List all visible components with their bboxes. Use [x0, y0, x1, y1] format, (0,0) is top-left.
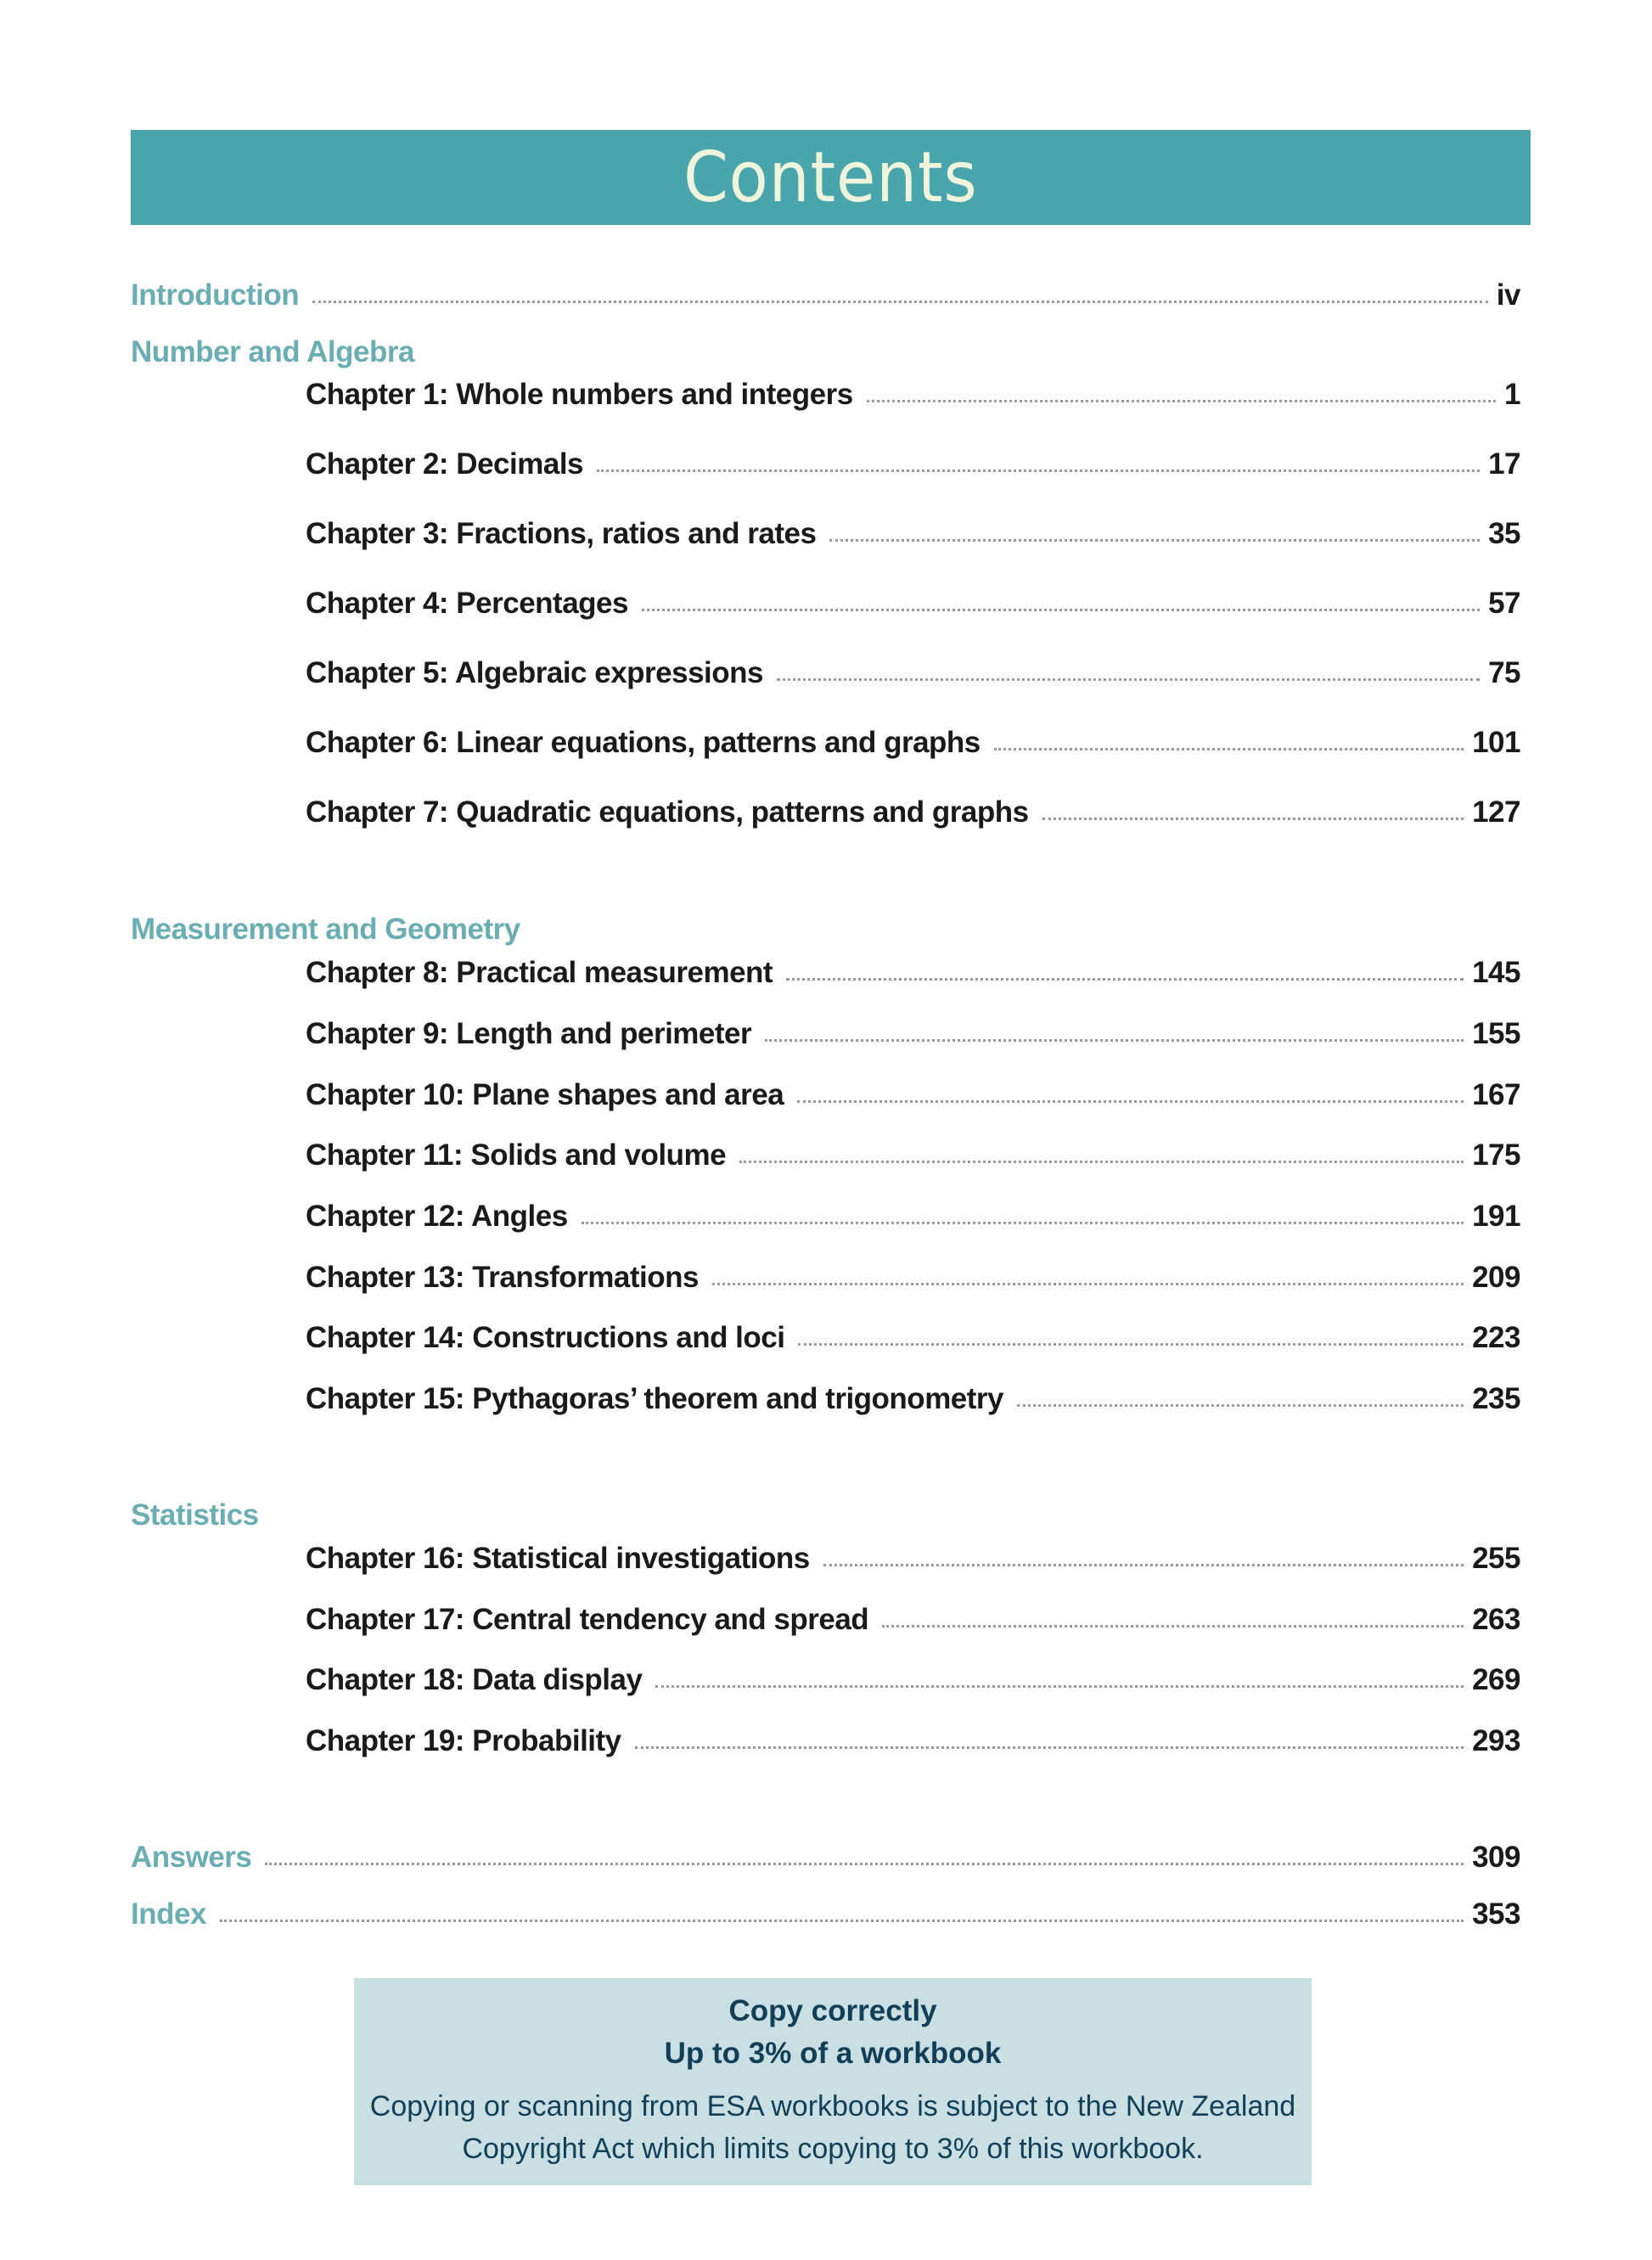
dot-leader	[597, 469, 1480, 472]
dot-leader	[994, 748, 1464, 751]
chapter-label: Chapter 13: Transformations	[306, 1261, 699, 1294]
toc-page-number: 309	[1472, 1841, 1520, 1874]
section-heading-measurement-geometry: Measurement and Geometry	[131, 913, 520, 946]
toc-entry-label: Index	[131, 1897, 206, 1931]
chapter-label: Chapter 8: Practical measurement	[306, 956, 773, 989]
chapter-label: Chapter 4: Percentages	[306, 587, 628, 620]
toc-chapter-9[interactable]	[306, 1017, 1520, 1051]
dot-leader	[823, 1564, 1464, 1566]
toc-chapter-13[interactable]	[306, 1261, 1520, 1295]
toc-chapter-2[interactable]	[306, 447, 1520, 481]
dot-leader	[777, 678, 1480, 681]
toc-chapter-10[interactable]	[306, 1078, 1520, 1112]
copy-notice-subheading: Up to 3% of a workbook	[664, 2037, 1002, 2070]
chapter-label: Chapter 19: Probability	[306, 1724, 621, 1757]
toc-chapter-5[interactable]	[306, 656, 1520, 690]
chapter-page: 35	[1488, 517, 1520, 550]
dot-leader	[312, 301, 1488, 303]
toc-chapter-15[interactable]	[306, 1382, 1520, 1416]
chapter-label: Chapter 1: Whole numbers and integers	[306, 378, 853, 411]
toc-chapter-3[interactable]	[306, 517, 1520, 551]
chapter-page: 1	[1504, 378, 1520, 411]
chapter-label: Chapter 10: Plane shapes and area	[306, 1078, 784, 1111]
dot-leader	[829, 539, 1480, 542]
chapter-label: Chapter 6: Linear equations, patterns and graphs	[306, 726, 981, 759]
chapter-label: Chapter 17: Central tendency and spread	[306, 1603, 869, 1636]
page-title: Contents	[683, 137, 978, 218]
chapter-page: 293	[1472, 1724, 1520, 1757]
chapter-page: 255	[1472, 1542, 1520, 1575]
chapter-page: 263	[1472, 1603, 1520, 1636]
toc-chapter-6[interactable]	[306, 726, 1520, 760]
dot-leader	[882, 1625, 1464, 1628]
chapter-page: 17	[1488, 447, 1520, 481]
toc-page-number: iv	[1496, 278, 1520, 312]
chapter-page: 175	[1472, 1138, 1520, 1172]
chapter-label: Chapter 18: Data display	[306, 1663, 643, 1696]
chapter-page: 191	[1472, 1200, 1520, 1233]
dot-leader	[655, 1685, 1464, 1688]
chapter-page: 101	[1472, 726, 1520, 759]
dot-leader	[635, 1746, 1464, 1749]
dot-leader	[582, 1222, 1464, 1224]
toc-chapter-8[interactable]	[306, 956, 1520, 990]
copyright-notice-box	[354, 1978, 1312, 2185]
dot-leader	[642, 609, 1480, 611]
chapter-label: Chapter 15: Pythagoras’ theorem and trigonometry	[306, 1382, 1004, 1415]
toc-chapter-1[interactable]	[306, 378, 1520, 412]
toc-page-number: 353	[1472, 1897, 1520, 1931]
dot-leader	[265, 1863, 1464, 1865]
toc-chapter-12[interactable]	[306, 1200, 1520, 1234]
dot-leader	[739, 1161, 1464, 1163]
dot-leader	[798, 1343, 1464, 1346]
chapter-page: 223	[1472, 1321, 1520, 1354]
dot-leader	[786, 978, 1464, 981]
chapter-page: 269	[1472, 1663, 1520, 1696]
contents-banner	[131, 130, 1531, 225]
chapter-label: Chapter 14: Constructions and loci	[306, 1321, 785, 1354]
chapter-label: Chapter 16: Statistical investigations	[306, 1542, 810, 1575]
toc-chapter-17[interactable]	[306, 1603, 1520, 1637]
chapter-page: 145	[1472, 956, 1520, 989]
chapter-label: Chapter 7: Quadratic equations, patterns and graphs	[306, 795, 1029, 829]
copy-notice-text-line2: Copyright Act which limits copying to 3% of this workbook.	[462, 2133, 1204, 2165]
dot-leader	[1017, 1404, 1464, 1407]
toc-chapter-7[interactable]	[306, 795, 1520, 829]
toc-chapter-4[interactable]	[306, 587, 1520, 621]
toc-entry-label: Introduction	[131, 278, 300, 312]
chapter-label: Chapter 9: Length and perimeter	[306, 1017, 752, 1050]
chapter-label: Chapter 12: Angles	[306, 1200, 568, 1233]
copy-notice-heading: Copy correctly	[728, 1994, 937, 2027]
section-heading-number-algebra: Number and Algebra	[131, 335, 414, 368]
chapter-page: 155	[1472, 1017, 1520, 1050]
dot-leader	[712, 1283, 1464, 1285]
dot-leader	[220, 1920, 1464, 1922]
toc-entry-index[interactable]	[131, 1897, 1520, 1931]
chapter-page: 57	[1488, 587, 1520, 620]
dot-leader	[1042, 818, 1464, 820]
toc-entry-introduction[interactable]	[131, 278, 1520, 312]
dot-leader	[867, 400, 1496, 402]
toc-chapter-16[interactable]	[306, 1542, 1520, 1576]
dot-leader	[797, 1100, 1464, 1103]
chapter-page: 127	[1472, 795, 1520, 829]
toc-chapter-19[interactable]	[306, 1724, 1520, 1758]
chapter-page: 235	[1472, 1382, 1520, 1415]
toc-chapter-11[interactable]	[306, 1138, 1520, 1172]
toc-chapter-14[interactable]	[306, 1321, 1520, 1355]
chapter-page: 167	[1472, 1078, 1520, 1111]
copy-notice-text-line1: Copying or scanning from ESA workbooks is subject to the New Zealand	[369, 2090, 1296, 2122]
chapter-label: Chapter 3: Fractions, ratios and rates	[306, 517, 817, 550]
chapter-page: 209	[1472, 1261, 1520, 1294]
dot-leader	[765, 1039, 1464, 1042]
chapter-label: Chapter 2: Decimals	[306, 447, 584, 481]
chapter-label: Chapter 5: Algebraic expressions	[306, 656, 764, 689]
chapter-label: Chapter 11: Solids and volume	[306, 1138, 727, 1172]
chapter-page: 75	[1488, 656, 1520, 689]
toc-entry-answers[interactable]	[131, 1841, 1520, 1875]
toc-entry-label: Answers	[131, 1841, 252, 1874]
toc-chapter-18[interactable]	[306, 1663, 1520, 1697]
section-heading-statistics: Statistics	[131, 1498, 259, 1532]
